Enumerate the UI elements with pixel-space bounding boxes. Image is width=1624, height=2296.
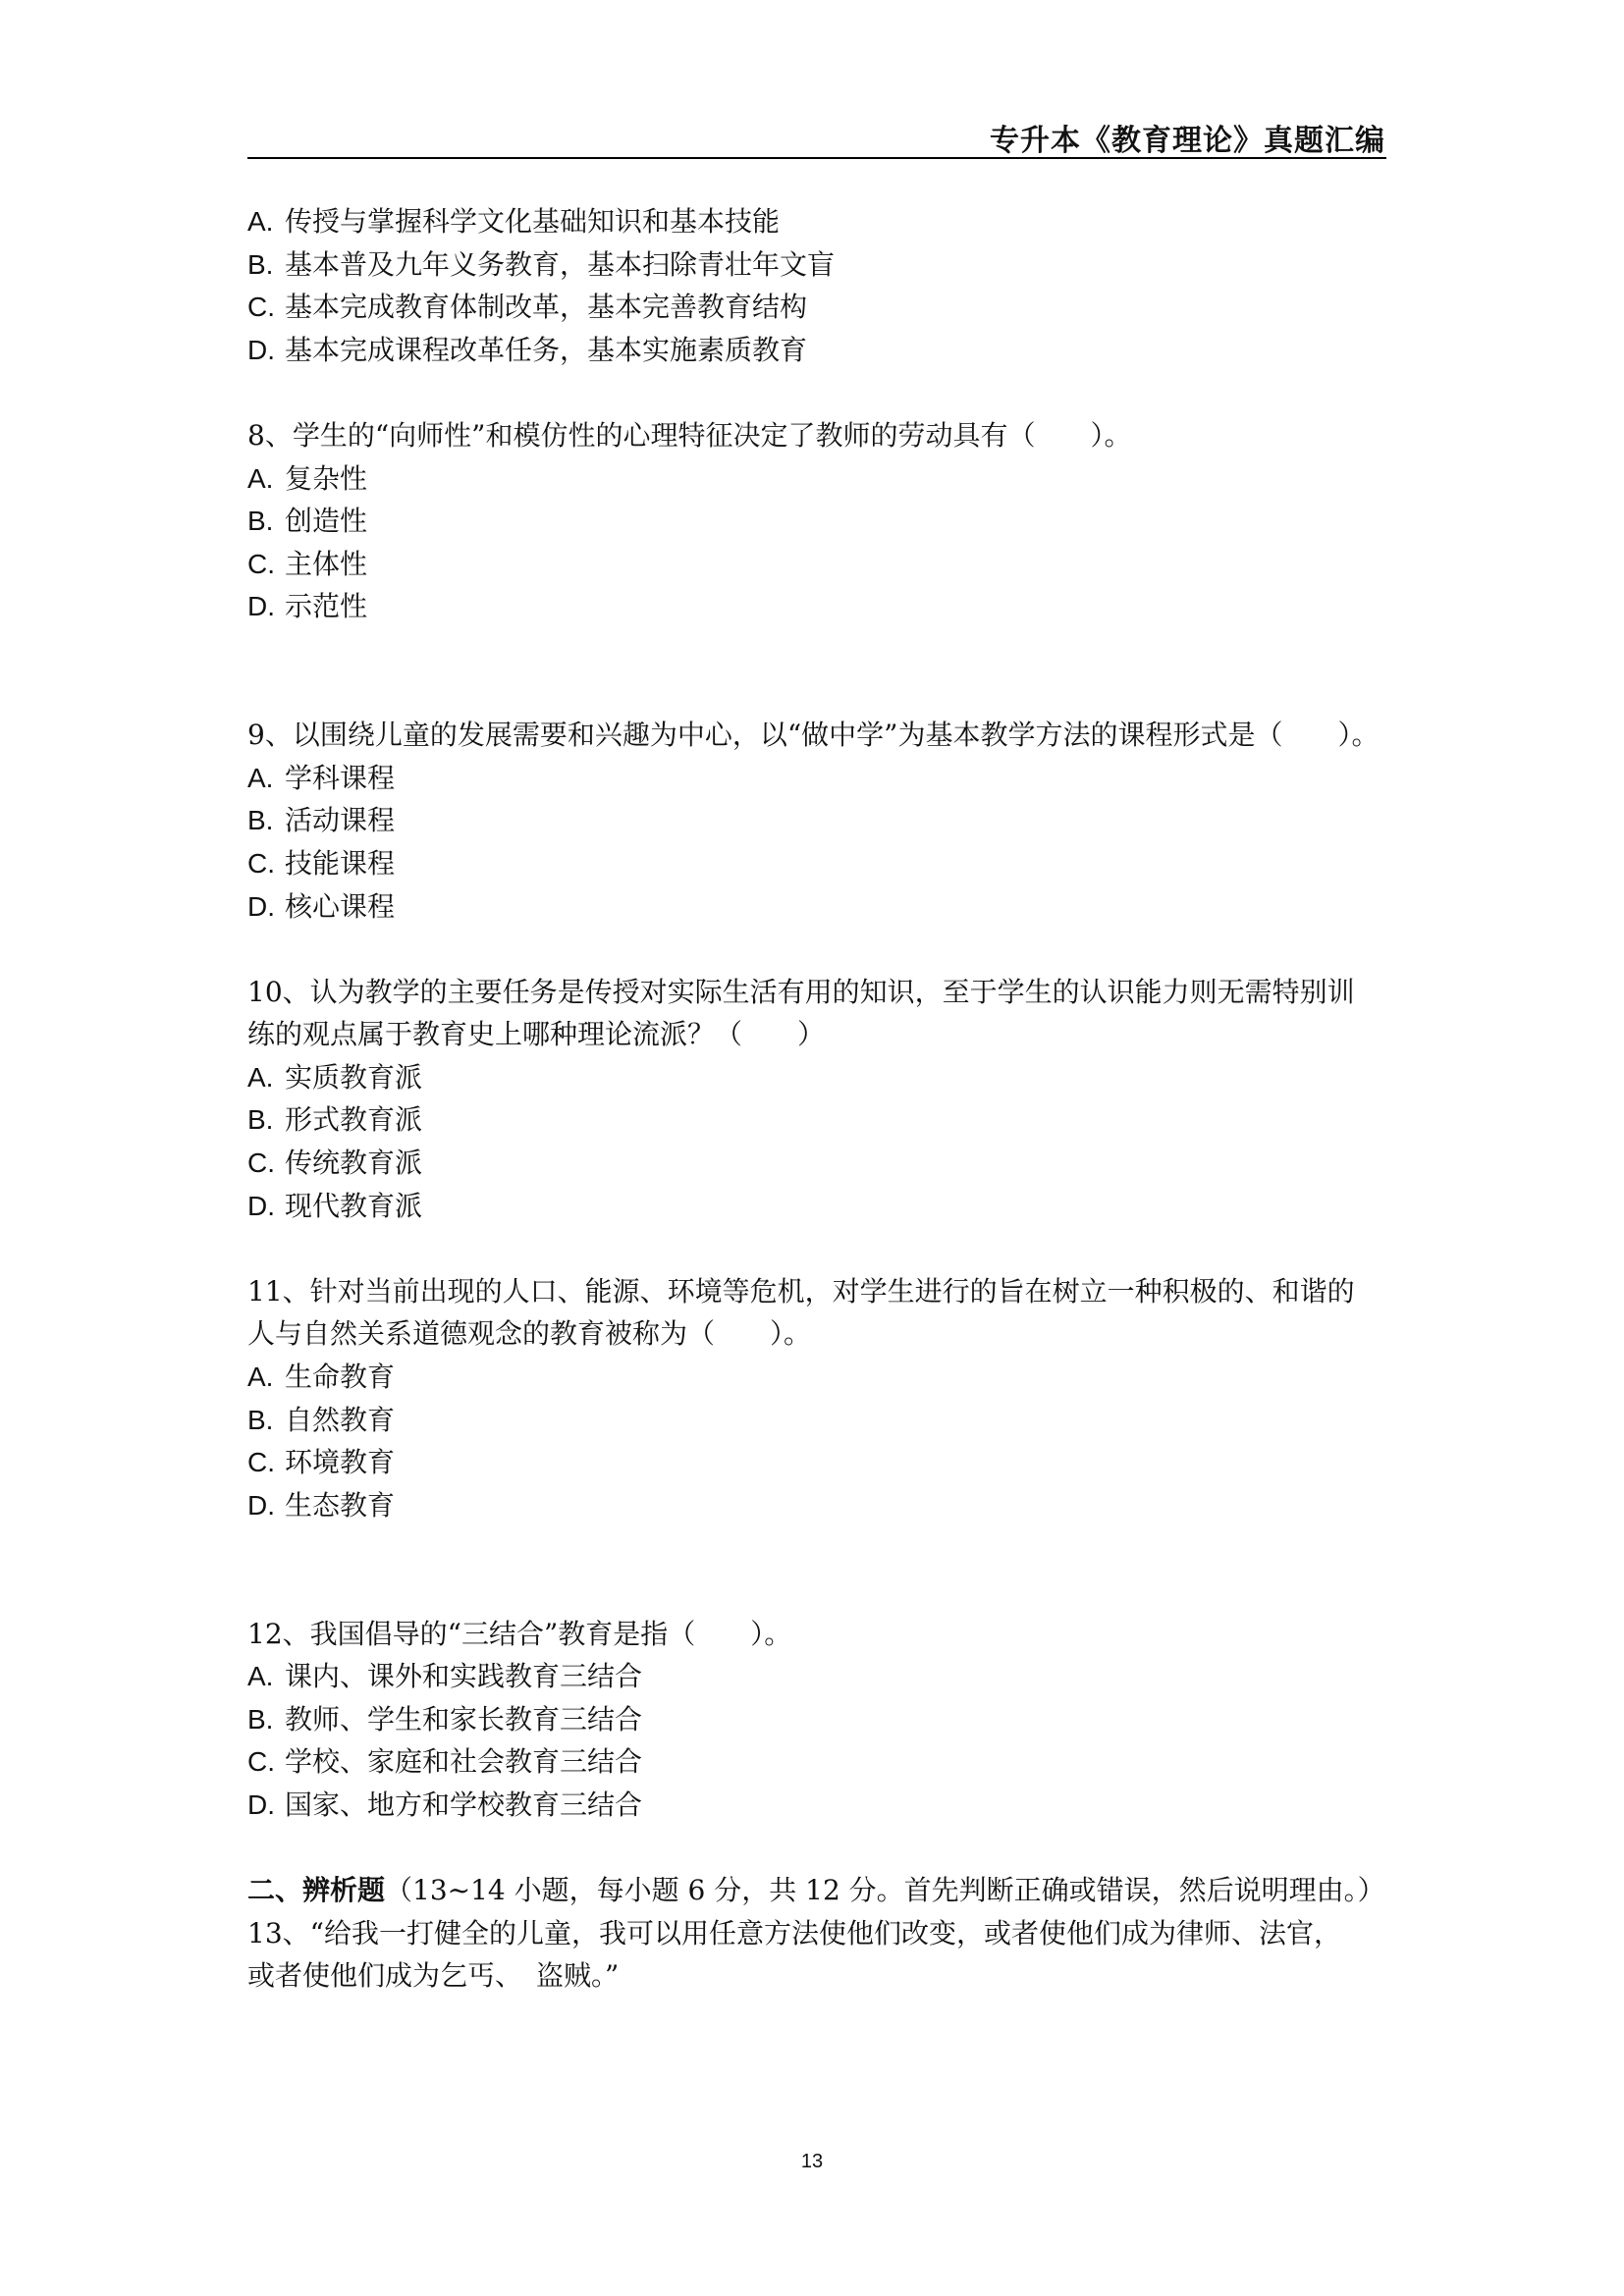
option-a: A. 复杂性: [247, 461, 368, 495]
option-c: C. 学校、家庭和社会教育三结合: [247, 1745, 643, 1779]
option-c: C. 环境教育: [247, 1446, 396, 1479]
section-note: （13~14 小题，每小题 6 分，共 12 分。首先判断正确或错误，然后说明理由。）: [385, 1874, 1385, 1907]
document-header-title: 专升本《教育理论》真题汇编: [990, 124, 1385, 158]
option-b: B. 教师、学生和家长教育三结合: [247, 1702, 643, 1735]
question-8: [247, 414, 1386, 628]
option-b: B. 活动课程: [247, 804, 396, 837]
previous-question-options: [247, 200, 1386, 371]
question-9: [247, 714, 1386, 928]
question-stem-line-2: 人与自然关系道德观念的教育被称为（ ）。: [247, 1317, 812, 1351]
option-d: D. 核心课程: [247, 889, 396, 923]
option-a: A. 传授与掌握科学文化基础知识和基本技能: [247, 205, 781, 238]
page-content: [247, 200, 1386, 1998]
question-stem: 9、以围绕儿童的发展需要和兴趣为中心，以“做中学”为基本教学方法的课程形式是（ ）。: [247, 719, 1380, 752]
option-b: B. 基本普及九年义务教育，基本扫除青壮年文盲: [247, 247, 836, 281]
section-2: [247, 1869, 1386, 1998]
question-11: [247, 1270, 1386, 1527]
option-c: C. 技能课程: [247, 846, 396, 880]
question-13-stem-line-1: 13、“给我一打健全的儿童，我可以用任意方法使他们改变，或者使他们成为律师、法官，: [247, 1916, 1341, 1949]
question-13-stem-line-2: 或者使他们成为乞丐、 盗贼。”: [247, 1959, 620, 1993]
option-c: C. 传统教育派: [247, 1147, 423, 1180]
option-d: D. 生态教育: [247, 1488, 396, 1522]
option-d: D. 基本完成课程改革任务，基本实施素质教育: [247, 333, 808, 366]
option-b: B. 自然教育: [247, 1403, 396, 1436]
option-b: B. 形式教育派: [247, 1103, 423, 1137]
option-b: B. 创造性: [247, 505, 368, 538]
question-stem-line-1: 11、针对当前出现的人口、能源、环境等危机，对学生进行的旨在树立一种积极的、和谐的: [247, 1274, 1355, 1308]
question-12: [247, 1613, 1386, 1827]
option-d: D. 示范性: [247, 590, 368, 623]
question-10: [247, 971, 1386, 1228]
option-d: D. 现代教育派: [247, 1189, 423, 1222]
page-number: 13: [800, 2151, 824, 2172]
question-stem: 12、我国倡导的“三结合”教育是指（ ）。: [247, 1617, 792, 1650]
header-divider: [247, 157, 1386, 159]
section-heading: [247, 1869, 1386, 1912]
option-d: D. 国家、地方和学校教育三结合: [247, 1788, 643, 1821]
section-title: 二、辨析题: [247, 1874, 386, 1907]
question-stem: 8、学生的“向师性”和模仿性的心理特征决定了教师的劳动具有（ ）。: [247, 418, 1132, 452]
option-a: A. 生命教育: [247, 1361, 396, 1394]
option-a: A. 实质教育派: [247, 1060, 423, 1094]
option-c: C. 基本完成教育体制改革，基本完善教育结构: [247, 291, 808, 324]
question-stem-line-1: 10、认为教学的主要任务是传授对实际生活有用的知识，至于学生的认识能力则无需特别训: [247, 975, 1355, 1008]
option-a: A. 课内、课外和实践教育三结合: [247, 1660, 643, 1693]
option-a: A. 学科课程: [247, 761, 396, 794]
question-stem-line-2: 练的观点属于教育史上哪种理论流派？（ ）: [247, 1018, 826, 1051]
option-c: C. 主体性: [247, 547, 368, 580]
